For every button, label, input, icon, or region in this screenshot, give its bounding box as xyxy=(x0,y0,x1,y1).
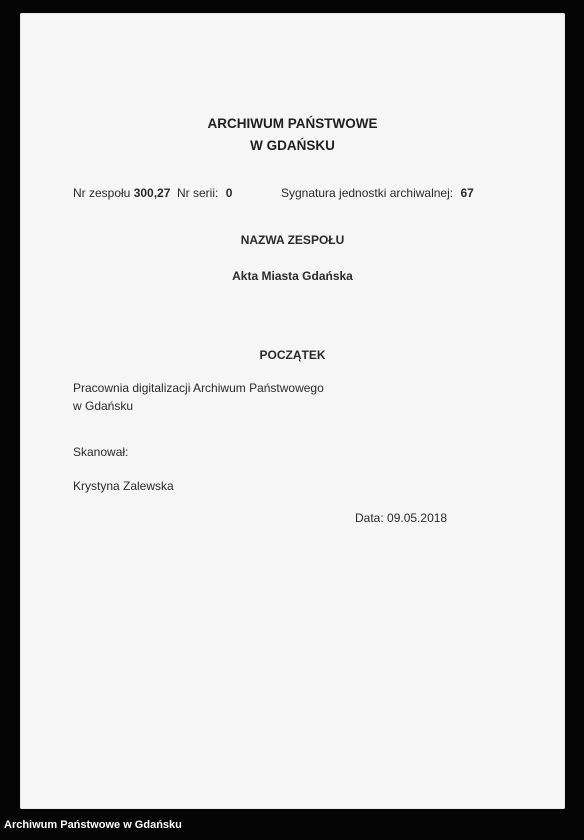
date-row xyxy=(355,510,447,526)
scanner-name: Krystyna Zalewska xyxy=(73,479,174,493)
fonds-number-row xyxy=(73,185,170,201)
series-number-label: Nr serii: xyxy=(177,186,219,200)
signature-row xyxy=(281,185,474,201)
date-value: 09.05.2018 xyxy=(387,511,448,525)
lab-name-line2: w Gdańsku xyxy=(73,399,134,413)
document-page xyxy=(20,13,565,809)
signature-value: 67 xyxy=(460,186,474,200)
scanned-by-label: Skanował: xyxy=(73,445,129,459)
fonds-number-value: 300,27 xyxy=(133,186,171,200)
archive-title-line1: ARCHIWUM PAŃSTWOWE xyxy=(207,116,378,131)
fonds-number-label: Nr zespołu xyxy=(73,186,131,200)
section-heading: POCZĄTEK xyxy=(259,348,326,362)
fonds-name-value: Akta Miasta Gdańska xyxy=(232,269,353,283)
series-number-row xyxy=(177,185,232,201)
series-number-value: 0 xyxy=(225,186,233,200)
fonds-name-heading: NAZWA ZESPOŁU xyxy=(240,233,345,247)
lab-name-line1: Pracownia digitalizacji Archiwum Państwowego xyxy=(73,381,324,395)
archive-title-line2: W GDAŃSKU xyxy=(250,138,335,153)
date-label: Data: xyxy=(355,511,384,525)
archive-footer-caption: Archiwum Państwowe w Gdańsku xyxy=(4,819,182,831)
signature-label: Sygnatura jednostki archiwalnej: xyxy=(281,186,454,200)
